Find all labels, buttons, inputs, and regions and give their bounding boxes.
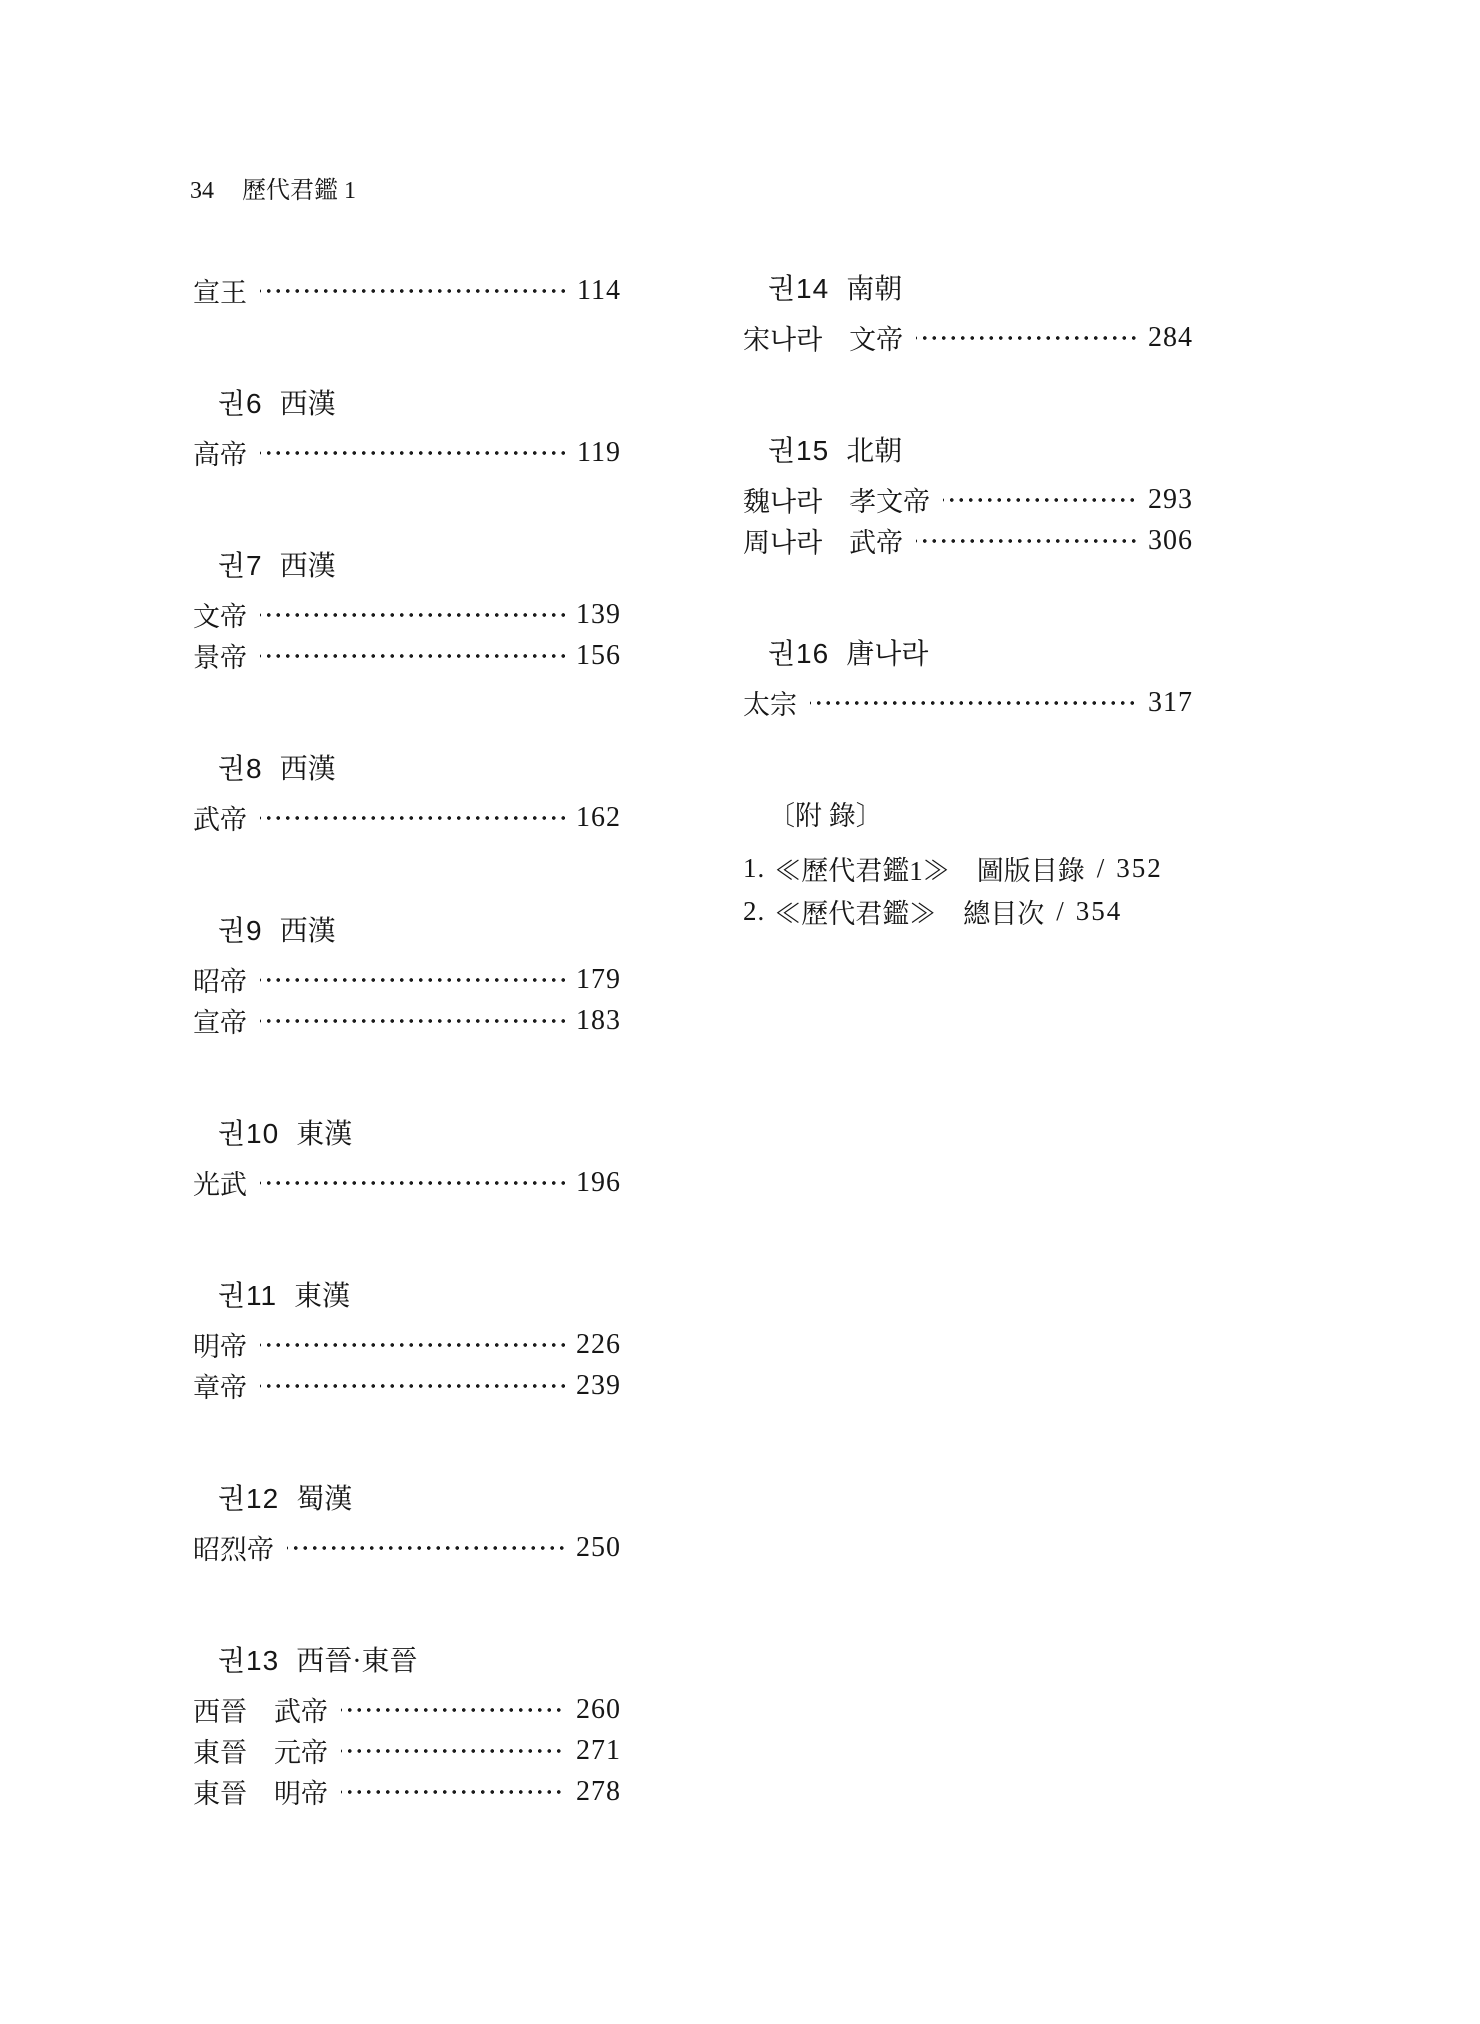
toc-entry-page: 114 — [577, 274, 621, 306]
section-dynasty-label: 西漢 — [279, 551, 336, 582]
book-title: 歷代君鑑 1 — [242, 178, 356, 204]
toc-entry-page: 278 — [576, 1775, 621, 1807]
toc-entry-label: 高帝 — [193, 440, 247, 470]
toc-entry — [193, 797, 621, 838]
dot-leader — [341, 1689, 565, 1730]
appendix-item-separator: / — [1096, 853, 1105, 883]
section-title — [193, 1118, 621, 1150]
section-title — [193, 753, 621, 785]
section-title — [743, 273, 1193, 305]
toc-entry-label: 光武 — [193, 1170, 247, 1200]
section-dynasty-label: 東漢 — [294, 1281, 351, 1312]
section-title — [743, 435, 1193, 467]
section-volume-label: 권14 — [768, 273, 830, 304]
section-volume-label: 권6 — [218, 388, 263, 419]
toc-entry-page: 260 — [576, 1693, 621, 1725]
toc-section — [193, 1483, 621, 1568]
dot-leader — [260, 1324, 565, 1365]
dot-leader — [260, 1000, 565, 1041]
appendix-item-page: 354 — [1075, 896, 1123, 926]
toc-entry — [743, 479, 1193, 520]
toc-entry-label: 明帝 — [193, 1332, 247, 1362]
dot-leader — [916, 520, 1137, 561]
dot-leader — [260, 959, 565, 1000]
toc-left-column — [193, 270, 621, 1889]
section-volume-label: 권16 — [768, 638, 830, 669]
section-title — [193, 915, 621, 947]
section-dynasty-label: 北朝 — [846, 436, 903, 467]
appendix-item-title: ≪歷代君鑑1≫ 圖版目錄 — [774, 856, 1085, 886]
toc-entry-label: 武帝 — [193, 805, 247, 835]
appendix-item — [743, 847, 1193, 890]
appendix-item-page: 352 — [1116, 853, 1163, 883]
toc-entry — [193, 432, 621, 473]
toc-entry-page: 162 — [576, 801, 621, 833]
section-volume-label: 권13 — [218, 1645, 280, 1676]
toc-section — [743, 638, 1193, 723]
dot-leader — [287, 1527, 565, 1568]
section-dynasty-label: 蜀漢 — [296, 1484, 353, 1515]
toc-entry — [193, 1730, 621, 1771]
toc-entry — [193, 1162, 621, 1203]
toc-entry — [193, 594, 621, 635]
appendix-heading: 〔附 錄〕 — [768, 801, 883, 831]
toc-section — [193, 915, 621, 1041]
toc-entry-label: 宋나라 文帝 — [743, 325, 904, 355]
toc-entry-label: 章帝 — [193, 1373, 247, 1403]
page-header — [190, 176, 356, 206]
toc-entry — [193, 1689, 621, 1730]
dot-leader — [260, 1162, 565, 1203]
toc-section — [193, 388, 621, 473]
toc-entry-page: 250 — [576, 1531, 621, 1563]
toc-entry — [193, 1365, 621, 1406]
toc-entry — [743, 682, 1193, 723]
section-title — [193, 388, 621, 420]
toc-section — [193, 1280, 621, 1406]
section-title — [193, 1645, 621, 1677]
dot-leader — [943, 479, 1137, 520]
toc-entry-page: 179 — [576, 963, 621, 995]
toc-entry-label: 昭帝 — [193, 967, 247, 997]
appendix-item-number: 1. — [743, 853, 766, 883]
section-dynasty-label: 西漢 — [279, 389, 336, 420]
toc-entry — [193, 1527, 621, 1568]
dot-leader — [810, 682, 1137, 723]
toc-entry-page: 119 — [577, 436, 621, 468]
toc-entry-label: 宣帝 — [193, 1008, 247, 1038]
toc-entry-label: 西晉 武帝 — [193, 1697, 328, 1727]
toc-entry — [193, 1324, 621, 1365]
toc-entry-page: 196 — [576, 1166, 621, 1198]
toc-entry — [193, 959, 621, 1000]
section-dynasty-label: 西晉·東晉 — [296, 1646, 418, 1677]
page-number: 34 — [190, 178, 214, 204]
toc-entry-label: 宣王 — [193, 278, 247, 308]
section-volume-label: 권11 — [218, 1280, 278, 1311]
section-volume-label: 권7 — [218, 550, 263, 581]
toc-entry — [193, 1000, 621, 1041]
toc-section — [193, 1645, 621, 1812]
toc-entry-label: 東晉 元帝 — [193, 1738, 328, 1768]
section-volume-label: 권15 — [768, 435, 830, 466]
section-dynasty-label: 西漢 — [279, 754, 336, 785]
toc-section — [193, 550, 621, 676]
toc-entry-page: 293 — [1148, 483, 1193, 515]
dot-leader — [260, 270, 566, 311]
section-volume-label: 권10 — [218, 1118, 280, 1149]
appendix-item — [743, 890, 1193, 933]
section-dynasty-label: 西漢 — [279, 916, 336, 947]
toc-entry-label: 景帝 — [193, 643, 247, 673]
toc-section — [193, 753, 621, 838]
toc-entry-label: 周나라 武帝 — [743, 528, 904, 558]
toc-entry-page: 284 — [1148, 321, 1193, 353]
toc-entry-page: 239 — [576, 1369, 621, 1401]
toc-entry-label: 魏나라 孝文帝 — [743, 487, 931, 517]
appendix-section — [743, 800, 1193, 933]
toc-entry-page: 306 — [1148, 524, 1193, 556]
section-title — [193, 1483, 621, 1515]
toc-entry-page: 183 — [576, 1004, 621, 1036]
dot-leader — [260, 635, 565, 676]
toc-section — [743, 435, 1193, 561]
toc-entry-page: 156 — [576, 639, 621, 671]
toc-entry — [193, 270, 621, 311]
toc-entry-page: 139 — [576, 598, 621, 630]
section-title — [193, 550, 621, 582]
toc-entry-page: 317 — [1148, 686, 1193, 718]
section-dynasty-label: 唐나라 — [846, 639, 929, 670]
toc-entry-label: 昭烈帝 — [193, 1535, 274, 1565]
dot-leader — [341, 1771, 565, 1812]
dot-leader — [260, 594, 565, 635]
section-volume-label: 권12 — [218, 1483, 280, 1514]
toc-entry-label: 東晉 明帝 — [193, 1779, 328, 1809]
toc-entry-page: 226 — [576, 1328, 621, 1360]
toc-section — [193, 1118, 621, 1203]
toc-entry-page: 271 — [576, 1734, 621, 1766]
section-title — [193, 1280, 621, 1312]
section-dynasty-label: 南朝 — [846, 274, 903, 305]
section-title — [743, 638, 1193, 670]
dot-leader — [341, 1730, 565, 1771]
dot-leader — [260, 432, 566, 473]
toc-right-column — [743, 273, 1193, 933]
section-volume-label: 권8 — [218, 753, 263, 784]
toc-section — [193, 270, 621, 311]
toc-entry — [193, 1771, 621, 1812]
dot-leader — [260, 797, 565, 838]
toc-entry-label: 文帝 — [193, 602, 247, 632]
toc-entry — [193, 635, 621, 676]
dot-leader — [260, 1365, 565, 1406]
toc-entry — [743, 317, 1193, 358]
appendix-item-separator: / — [1056, 896, 1064, 926]
toc-entry — [743, 520, 1193, 561]
section-volume-label: 권9 — [218, 915, 263, 946]
appendix-item-title: ≪歷代君鑑≫ 總目次 — [774, 899, 1045, 929]
toc-entry-label: 太宗 — [743, 690, 797, 720]
dot-leader — [916, 317, 1137, 358]
toc-section — [743, 273, 1193, 358]
section-dynasty-label: 東漢 — [296, 1119, 353, 1150]
appendix-item-number: 2. — [743, 896, 766, 926]
